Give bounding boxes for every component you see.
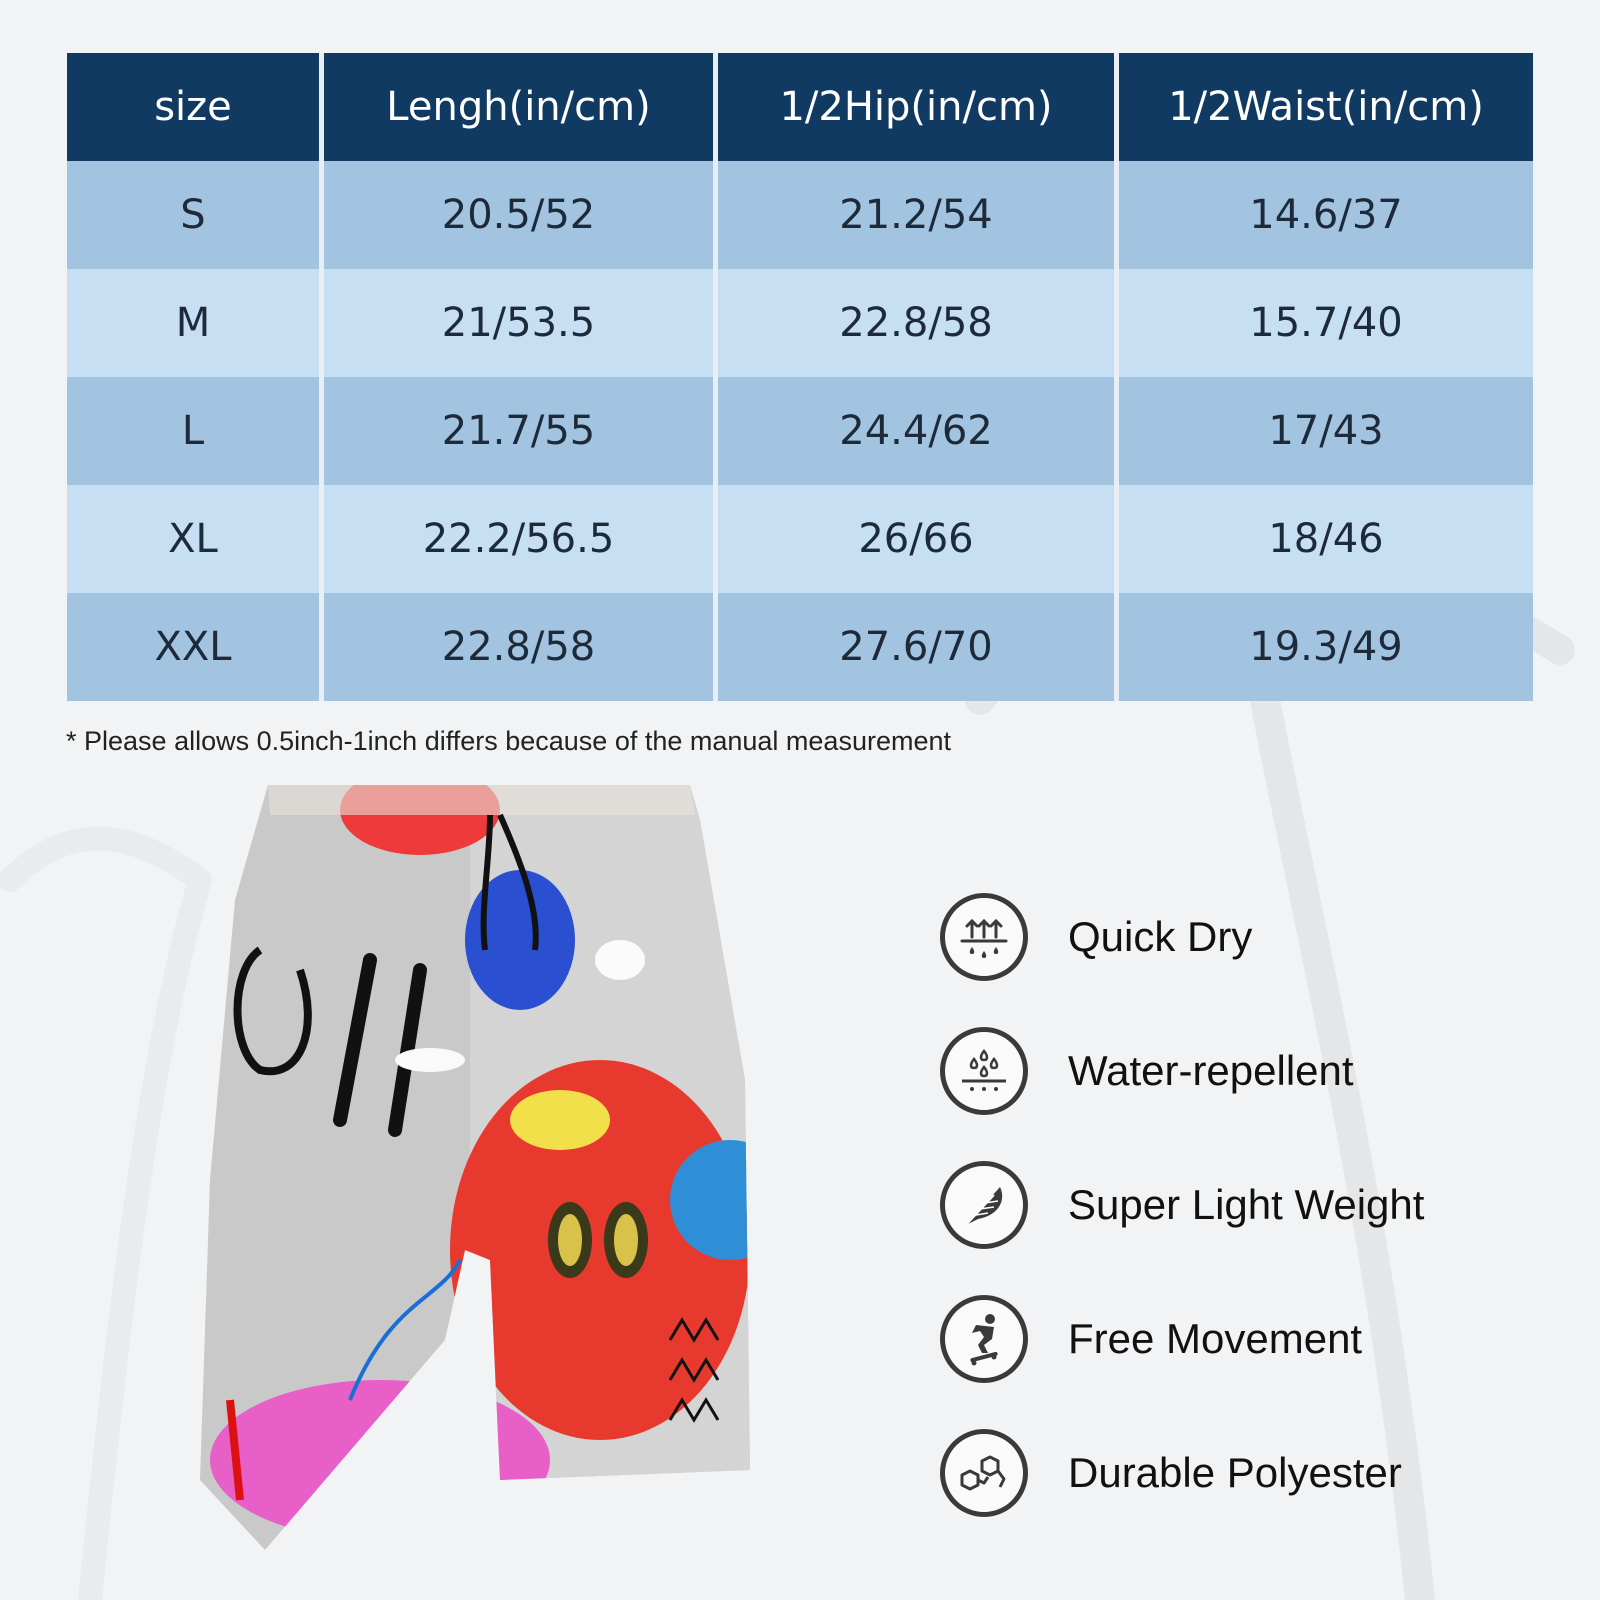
feature-free-movement (940, 1272, 1580, 1406)
header-length: Lengh(in/cm) (324, 53, 718, 161)
feather-icon (940, 1161, 1028, 1249)
table-header-row (67, 53, 1533, 161)
cell-length: 20.5/52 (324, 161, 718, 269)
table-row (67, 161, 1533, 269)
header-half-waist: 1/2Waist(in/cm) (1119, 53, 1533, 161)
skater-icon (940, 1295, 1028, 1383)
molecule-icon (940, 1429, 1028, 1517)
header-half-hip: 1/2Hip(in/cm) (718, 53, 1119, 161)
feature-label: Super Light Weight (1068, 1181, 1425, 1228)
feature-list (940, 870, 1580, 1540)
cell-size: XL (67, 485, 324, 593)
cell-size: M (67, 269, 324, 377)
table-row (67, 377, 1533, 485)
cell-length: 21/53.5 (324, 269, 718, 377)
cell-length: 22.2/56.5 (324, 485, 718, 593)
cell-size: S (67, 161, 324, 269)
cell-hip: 27.6/70 (718, 593, 1119, 701)
cell-size: L (67, 377, 324, 485)
feature-label: Durable Polyester (1068, 1449, 1402, 1496)
cell-size: XXL (67, 593, 324, 701)
water-drops-icon (940, 1027, 1028, 1115)
cell-waist: 19.3/49 (1119, 593, 1533, 701)
feature-quick-dry (940, 870, 1580, 1004)
feature-label: Quick Dry (1068, 913, 1253, 960)
feature-label: Water-repellent (1068, 1047, 1354, 1094)
feature-light-weight (940, 1138, 1580, 1272)
cell-hip: 26/66 (718, 485, 1119, 593)
cell-hip: 21.2/54 (718, 161, 1119, 269)
cell-waist: 18/46 (1119, 485, 1533, 593)
cell-waist: 15.7/40 (1119, 269, 1533, 377)
cell-length: 21.7/55 (324, 377, 718, 485)
feature-water-repellent (940, 1004, 1580, 1138)
cell-length: 22.8/58 (324, 593, 718, 701)
board-shorts-image (190, 780, 780, 1580)
table-row (67, 485, 1533, 593)
table-row (67, 593, 1533, 701)
quick-dry-icon (940, 893, 1028, 981)
cell-hip: 22.8/58 (718, 269, 1119, 377)
feature-label: Free Movement (1068, 1315, 1363, 1362)
cell-hip: 24.4/62 (718, 377, 1119, 485)
size-chart-table (67, 53, 1533, 701)
measurement-note: * Please allows 0.5inch-1inch differs because of the manual measurement (66, 726, 952, 756)
header-size: size (67, 53, 324, 161)
cell-waist: 14.6/37 (1119, 161, 1533, 269)
table-row (67, 269, 1533, 377)
cell-waist: 17/43 (1119, 377, 1533, 485)
feature-durable-polyester (940, 1406, 1580, 1540)
